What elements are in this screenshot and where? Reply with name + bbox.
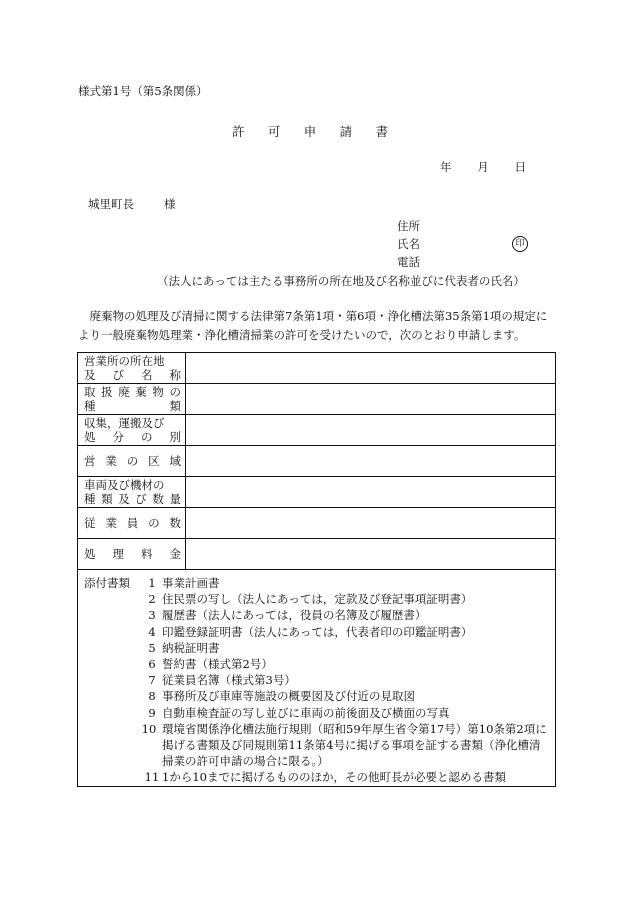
date-line bbox=[440, 159, 526, 175]
label-line: 車両及び機材の bbox=[84, 477, 165, 492]
attachment-number: 7 bbox=[148, 673, 156, 688]
attachment-number: 9 bbox=[148, 705, 156, 720]
date-day-label: 日 bbox=[514, 160, 526, 174]
attachment-item bbox=[142, 688, 549, 704]
attachment-item bbox=[142, 672, 549, 688]
intro-text: 廃棄物の処理及び清掃に関する法律第7条第1項・第6項・浄化槽法第35条第1項の規定により一般廃棄物処理業・浄化槽清掃業の許可を受けたいので，次のとおり申請します。 bbox=[78, 309, 548, 342]
attachment-text: 履歴書（法人にあっては，役員の名簿及び履歴書） bbox=[162, 608, 427, 623]
collection-input[interactable] bbox=[186, 415, 556, 446]
attachment-number: 2 bbox=[148, 592, 156, 607]
attachment-item bbox=[142, 656, 549, 672]
title-char: 申 bbox=[303, 124, 317, 139]
row-label-employees bbox=[78, 508, 186, 539]
attachment-text: 納税証明書 bbox=[162, 640, 220, 655]
table-row bbox=[78, 508, 556, 539]
office-input[interactable] bbox=[186, 353, 556, 384]
attachment-item bbox=[142, 607, 549, 623]
label-line-spread: 種 類 bbox=[84, 399, 181, 413]
attachment-number: 5 bbox=[148, 640, 156, 655]
attachment-number: 3 bbox=[148, 608, 156, 623]
form-number: 様式第1号（第5条関係） bbox=[78, 84, 208, 98]
attachment-number: 4 bbox=[148, 624, 156, 639]
row-label-vehicles bbox=[78, 477, 186, 508]
date-month-label: 月 bbox=[477, 160, 489, 174]
seal-mark-icon: 印 bbox=[512, 236, 528, 252]
attachment-number: 8 bbox=[148, 689, 156, 704]
row-label-area bbox=[78, 446, 186, 477]
table-row bbox=[78, 570, 556, 787]
attachment-text: 事務所及び車庫等施設の概要図及び付近の見取図 bbox=[162, 689, 415, 704]
attachment-number: 6 bbox=[148, 657, 156, 672]
intro-paragraph bbox=[78, 307, 556, 345]
table-row bbox=[78, 384, 556, 415]
attachment-number: 1 bbox=[148, 576, 156, 590]
attachments-label: 添付書類 bbox=[84, 576, 130, 590]
attachment-text: 誓約書（様式第2号） bbox=[162, 657, 273, 672]
attachment-text: 事業計画書 bbox=[162, 576, 220, 590]
attachment-text: 住民票の写し（法人にあっては，定款及び登記事項証明書） bbox=[162, 592, 473, 607]
applicant-name-label: 氏名 bbox=[397, 237, 420, 251]
row-label-collection bbox=[78, 415, 186, 446]
label-line: 収集，運搬及び bbox=[84, 415, 165, 430]
attachments-list bbox=[142, 575, 549, 786]
attachment-item bbox=[142, 591, 549, 607]
attachment-number: 10 bbox=[141, 721, 157, 736]
applicant-phone-label: 電話 bbox=[397, 255, 420, 269]
attachment-item bbox=[142, 705, 549, 721]
employees-input[interactable] bbox=[186, 508, 556, 539]
label-line-spread: 営 業 の 区 域 bbox=[84, 453, 181, 468]
addressee-honorific: 様 bbox=[164, 197, 176, 211]
application-table bbox=[77, 352, 556, 787]
date-year-label: 年 bbox=[440, 160, 452, 174]
attachment-text: 環境省関係浄化槽法施行規則（昭和59年厚生省令第17号）第10条第2項に掲げる書類及び同規則第11条第4号に掲げる事項を証する書類（浄化槽清掃業の許可申請の場合に限る。） bbox=[162, 721, 547, 769]
row-label-waste-type bbox=[78, 384, 186, 415]
label-line-spread: 取 扱 廃 棄 物 の bbox=[84, 384, 181, 399]
document-title bbox=[232, 122, 388, 140]
attachment-text: 自動車検査証の写し並びに車両の前後面及び横面の写真 bbox=[162, 705, 450, 720]
label-line-spread: 処 分 の 別 bbox=[84, 430, 181, 444]
table-row bbox=[78, 539, 556, 570]
title-char: 許 bbox=[232, 124, 245, 139]
fee-input[interactable] bbox=[186, 539, 556, 570]
vehicles-input[interactable] bbox=[186, 477, 556, 508]
title-char: 請 bbox=[339, 124, 353, 139]
label-line-spread: 及 び 名 称 bbox=[84, 368, 181, 382]
attachments-cell bbox=[78, 570, 556, 787]
label-line: 営業所の所在地 bbox=[84, 353, 165, 368]
addressee-office: 城里町長 bbox=[88, 197, 134, 211]
attachment-item bbox=[142, 624, 549, 640]
attachment-number: 11 bbox=[144, 770, 160, 785]
row-label-office bbox=[78, 353, 186, 384]
attachment-text: 従業員名簿（様式第3号） bbox=[162, 673, 296, 688]
label-line-spread: 種 類 及 び 数 量 bbox=[84, 492, 181, 506]
attachment-item bbox=[136, 721, 549, 770]
waste-type-input[interactable] bbox=[186, 384, 556, 415]
table-row bbox=[78, 415, 556, 446]
row-label-fee bbox=[78, 539, 186, 570]
title-char: 書 bbox=[375, 124, 388, 139]
attachment-item bbox=[142, 640, 549, 656]
attachment-text: 印鑑登録証明書（法人にあっては，代表者印の印鑑証明書） bbox=[162, 624, 473, 639]
addressee bbox=[88, 196, 176, 212]
attachment-text: 1から10までに掲げるもののほか，その他町長が必要と認める書類 bbox=[162, 770, 506, 785]
attachment-item bbox=[142, 769, 549, 785]
corporation-note: （法人にあっては主たる事務所の所在地及び名称並びに代表者の氏名） bbox=[157, 274, 525, 288]
table-row bbox=[78, 446, 556, 477]
applicant-address-label: 住所 bbox=[397, 219, 420, 233]
table-row bbox=[78, 353, 556, 384]
label-line-spread: 従 業 員 の 数 bbox=[84, 515, 181, 530]
attachment-item bbox=[142, 575, 549, 591]
table-row bbox=[78, 477, 556, 508]
title-char: 可 bbox=[267, 124, 281, 139]
area-input[interactable] bbox=[186, 446, 556, 477]
label-line-spread: 処 理 料 金 bbox=[84, 546, 181, 561]
